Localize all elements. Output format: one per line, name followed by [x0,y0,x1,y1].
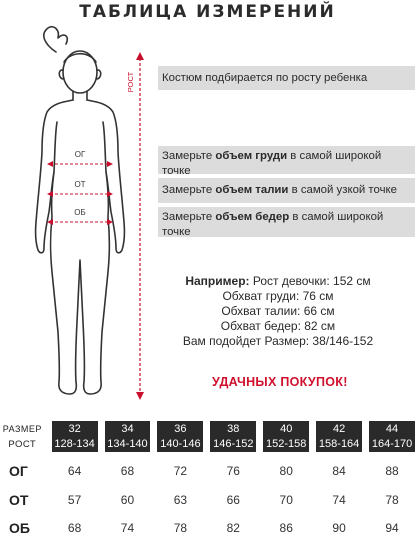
measurement-cell: 78 [173,521,188,535]
row-spacer [98,452,105,486]
header-spacer [362,421,369,437]
header-spacer [203,437,210,452]
hip-instruction-post: в самой широкой точке [162,211,384,238]
girl-silhouette-figure [0,22,160,412]
row-spacer [203,452,210,486]
measurement-cell: 72 [173,464,188,478]
size-header-row [0,421,415,437]
measurement-cell: 64 [67,464,82,478]
waist-instruction-pre: Замерьте [162,184,216,196]
measurement-cell: 88 [385,464,399,478]
row-spacer [150,514,157,542]
row-spacer [45,514,52,542]
row-spacer [45,486,52,514]
size-cell: 42 [316,421,362,437]
row-spacer [150,452,157,486]
hip-instruction-pre: Замерьте [162,211,216,223]
header-spacer [309,437,316,452]
header-spacer [45,437,52,452]
example-height: Рост девочки: 152 см [249,274,371,288]
waist-instruction-post: в самой узкой точке [288,184,397,196]
height-range-cell: 158-164 [316,437,362,452]
height-header-label: РОСТ [0,437,45,452]
table-row [0,514,415,542]
table-row [0,486,415,514]
header-spacer [150,421,157,437]
row-spacer [45,452,52,486]
measurement-cell: 80 [279,464,293,478]
measurement-cell: 94 [385,521,399,535]
row-spacer [309,514,316,542]
measurement-cell: 66 [226,493,240,507]
header-spacer [98,437,105,452]
height-marker [136,52,144,400]
example-line-5: Вам подойдет Размер: 38/146-152 [182,334,374,348]
header-spacer [150,437,157,452]
row-spacer [309,452,316,486]
height-instruction-text: Костюм подбирается по росту ребенка [162,72,368,84]
size-cell: 34 [105,421,151,437]
table-row [0,452,415,486]
example-line-1 [178,274,378,289]
height-instruction [158,66,415,90]
measurement-cell: 57 [67,493,82,507]
header-spacer [203,421,210,437]
chest-instruction-post: в самой широкой точке [162,150,382,177]
measurement-cell: 68 [120,464,135,478]
measurement-cell: 78 [385,493,399,507]
row-spacer [256,486,263,514]
height-range-cell: 128-134 [52,437,98,452]
header-spacer [98,421,105,437]
header-spacer [362,437,369,452]
header-spacer [256,421,263,437]
size-cell: 36 [157,421,203,437]
measurement-cell: 60 [120,493,135,507]
measurement-cell: 82 [226,521,240,535]
row-spacer [362,514,369,542]
size-cell: 44 [369,421,415,437]
header-spacer [256,437,263,452]
measurement-cell: 74 [332,493,346,507]
chest-label: ОГ [74,150,86,159]
good-shopping-text: УДАЧНЫХ ПОКУПОК! [212,375,348,389]
example-block [178,274,378,349]
row-spacer [256,514,263,542]
row-spacer [150,486,157,514]
example-line-3: Обхват талии: 66 см [221,304,335,318]
size-cell: 32 [52,421,98,437]
waist-instruction [158,178,415,203]
hip-instruction-bold: объем бедер [215,211,290,223]
row-spacer [98,486,105,514]
size-chart-table [0,421,415,542]
measurement-cell: 63 [173,493,188,507]
size-cell: 40 [263,421,309,437]
row-label: ОГ [9,463,28,479]
chest-instruction-pre: Замерьте [162,150,216,162]
hip-instruction [158,207,415,237]
waist-instruction-bold: объем талии [215,184,289,196]
measurement-cell: 70 [279,493,293,507]
height-header-row [0,437,415,452]
example-line-2: Обхват груди: 76 см [222,289,334,303]
row-spacer [98,514,105,542]
row-spacer [256,452,263,486]
height-range-cell: 146-152 [210,437,256,452]
row-spacer [362,452,369,486]
height-range-cell: 134-140 [105,437,151,452]
measurement-cell: 74 [120,521,135,535]
height-range-cell: 152-158 [263,437,309,452]
measurement-cell: 68 [67,521,82,535]
height-range-cell: 140-146 [157,437,203,452]
page-title: ТАБЛИЦА ИЗМЕРЕНИЙ [79,2,336,22]
row-spacer [203,486,210,514]
row-spacer [203,514,210,542]
height-range-cell: 164-170 [369,437,415,452]
example-prefix: Например: [185,274,250,288]
row-spacer [309,486,316,514]
header-spacer [309,421,316,437]
row-spacer [362,486,369,514]
waist-label: ОТ [74,180,86,189]
chest-instruction [158,146,415,177]
height-label: РОСТ [126,71,135,93]
measurement-cell: 86 [279,521,293,535]
example-line-4: Обхват бедер: 82 см [220,319,336,333]
measurement-cell: 76 [226,464,240,478]
measurement-cell: 90 [332,521,346,535]
hip-label: ОБ [74,208,86,217]
size-header-label: РАЗМЕР [0,421,45,437]
size-cell: 38 [210,421,256,437]
header-spacer [45,421,52,437]
row-label: ОТ [9,492,29,508]
row-label: ОБ [9,520,30,536]
measurement-cell: 84 [332,464,346,478]
chest-instruction-bold: объем груди [215,150,288,162]
